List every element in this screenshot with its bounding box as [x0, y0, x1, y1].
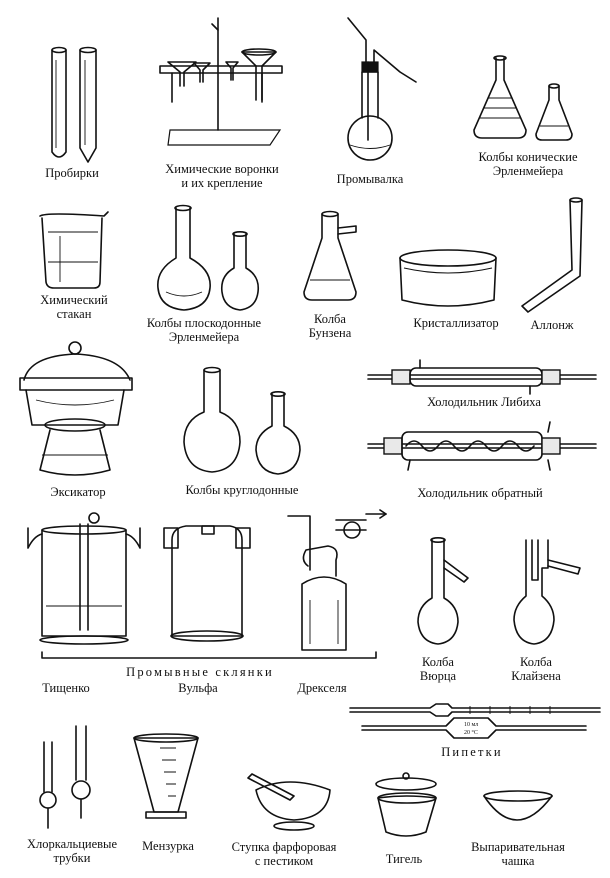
woulfe-drawing — [164, 526, 250, 641]
beaker-drawing — [40, 212, 108, 288]
label-conical-flasks-2: Эрленмейера — [492, 164, 564, 178]
label-wash-bottles-group: Промывные склянки — [126, 665, 274, 679]
label-allonge: Аллонж — [530, 318, 574, 332]
wurtz-drawing — [418, 538, 468, 644]
label-wurtz-2: Вюрца — [419, 669, 457, 683]
measuring-glass-drawing — [134, 734, 198, 818]
conical-flasks-drawing — [474, 56, 572, 140]
pipette-mark-1: 10 мл — [464, 722, 479, 728]
label-beaker-2: стакан — [56, 307, 92, 321]
label-mortar-2: с пестиком — [254, 854, 314, 868]
label-beaker-1: Химический — [40, 293, 108, 307]
drechsel-drawing — [288, 510, 386, 650]
label-desiccator: Эксикатор — [50, 485, 106, 499]
label-test-tubes: Пробирки — [45, 166, 99, 180]
round-flasks-drawing — [184, 368, 300, 475]
tishchenko-drawing — [28, 513, 140, 644]
label-crystallizer: Кристаллизатор — [413, 316, 499, 330]
label-calcium-tubes-2: трубки — [53, 851, 91, 865]
liebig-drawing — [368, 360, 596, 394]
evaporating-dish-drawing — [484, 791, 552, 820]
label-pipettes: Пипетки — [441, 745, 503, 759]
label-calcium-tubes-1: Хлоркальциевые — [26, 837, 118, 851]
flat-flasks-drawing — [158, 206, 258, 311]
wash-bottle-drawing — [348, 18, 416, 160]
label-funnels-2: и их крепление — [181, 176, 263, 190]
funnels-stand-drawing — [160, 18, 282, 145]
label-claisen-1: Колба — [520, 655, 552, 669]
claisen-drawing — [514, 540, 580, 644]
label-round-flasks: Колбы круглодонные — [185, 483, 299, 497]
label-evaporating-dish-2: чашка — [501, 854, 535, 868]
label-funnels-1: Химические воронки — [165, 162, 279, 176]
label-flat-flasks-1: Колбы плоскодонные — [146, 316, 262, 330]
label-drechsel: Дрекселя — [297, 681, 347, 695]
label-wash-bottle: Промывалка — [336, 172, 404, 186]
label-tishchenko: Тищенко — [42, 681, 90, 695]
label-evaporating-dish-1: Выпаривательная — [471, 840, 565, 854]
label-reflux: Холодильник обратный — [417, 486, 543, 500]
test-tubes-drawing — [52, 48, 96, 163]
label-woulfe: Вульфа — [178, 681, 218, 695]
crystallizer-drawing — [400, 250, 496, 306]
reflux-drawing — [368, 422, 596, 470]
label-conical-flasks-1: Колбы конические — [478, 150, 578, 164]
mortar-drawing — [248, 774, 330, 830]
crucible-drawing — [376, 773, 436, 836]
allonge-drawing — [522, 198, 582, 312]
calcium-tubes-drawing — [40, 726, 90, 828]
wash-bottles-brace — [42, 652, 376, 658]
desiccator-drawing — [20, 342, 132, 475]
label-claisen-2: Клайзена — [511, 669, 561, 683]
label-mortar-1: Ступка фарфоровая — [231, 840, 337, 854]
label-crucible: Тигель — [385, 852, 423, 866]
label-bunsen-2: Бунзена — [308, 326, 352, 340]
label-liebig: Холодильник Либиха — [427, 395, 541, 409]
label-measuring-glass: Мензурка — [142, 839, 194, 853]
bunsen-flask-drawing — [304, 212, 356, 301]
label-bunsen-1: Колба — [314, 312, 346, 326]
pipette-mark-2: 20 °С — [464, 730, 478, 736]
label-wurtz-1: Колба — [422, 655, 454, 669]
pipettes-drawing — [350, 704, 600, 738]
label-flat-flasks-2: Эрленмейера — [168, 330, 240, 344]
